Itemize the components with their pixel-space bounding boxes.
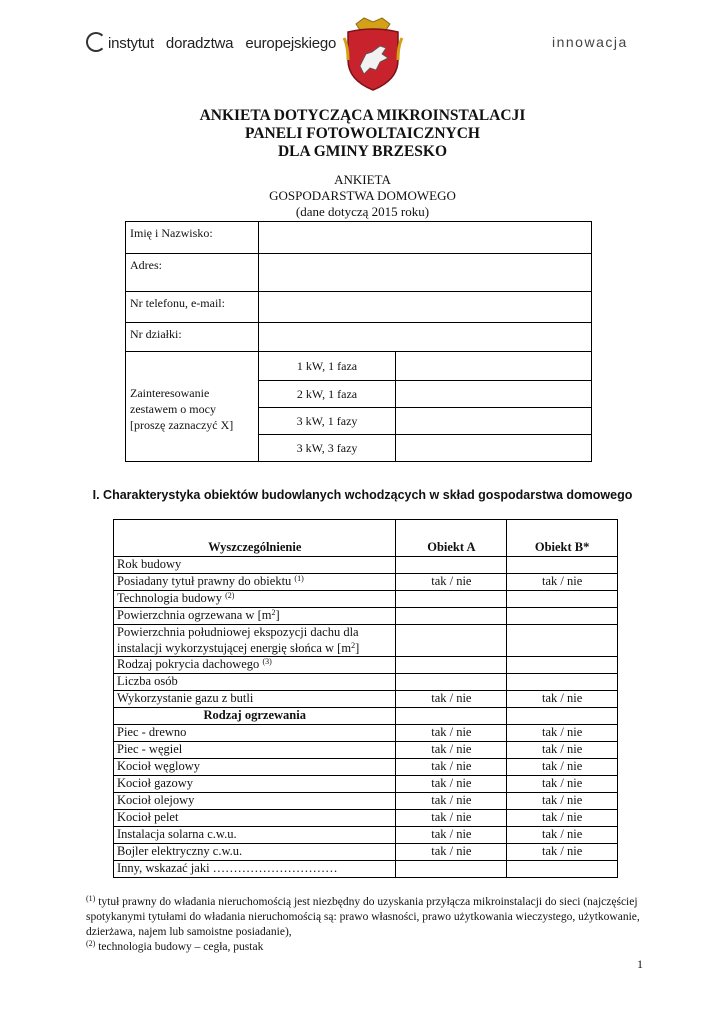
object-a-cell[interactable] bbox=[396, 625, 507, 657]
table-row bbox=[114, 657, 618, 674]
object-a-cell[interactable] bbox=[396, 591, 507, 608]
row-label bbox=[114, 827, 396, 844]
empty-cell bbox=[396, 708, 507, 725]
interest-label: Zainteresowanie zestawem o mocy [proszę zaznaczyć X] bbox=[126, 352, 259, 462]
object-b-cell[interactable]: tak / nie bbox=[507, 725, 618, 742]
superscript: 2 bbox=[271, 608, 276, 618]
row-label bbox=[114, 591, 396, 608]
label-suffix: ] bbox=[275, 608, 280, 623]
column-header: Obiekt B* bbox=[507, 520, 618, 557]
table-row bbox=[114, 793, 618, 810]
object-b-cell[interactable]: tak / nie bbox=[507, 759, 618, 776]
building-characteristics-table bbox=[113, 519, 618, 878]
table-row bbox=[114, 844, 618, 861]
power-option-checkbox[interactable] bbox=[396, 408, 592, 435]
object-a-cell[interactable]: tak / nie bbox=[396, 844, 507, 861]
innovation-label: innowacja bbox=[552, 34, 628, 50]
name-field[interactable] bbox=[259, 222, 592, 254]
personal-info-table bbox=[125, 221, 592, 462]
phone-field[interactable] bbox=[259, 292, 592, 323]
object-b-cell[interactable]: tak / nie bbox=[507, 742, 618, 759]
object-a-cell[interactable] bbox=[396, 608, 507, 625]
table-row bbox=[114, 861, 618, 878]
subtitle-line: (dane dotyczą 2015 roku) bbox=[295, 204, 430, 219]
object-b-cell[interactable]: tak / nie bbox=[507, 691, 618, 708]
object-a-cell[interactable]: tak / nie bbox=[396, 827, 507, 844]
row-label-text: Bojler elektryczny c.w.u. bbox=[117, 844, 243, 859]
row-label bbox=[114, 574, 396, 591]
table-row bbox=[114, 776, 618, 793]
row-label-text: Piec - węgiel bbox=[117, 742, 183, 757]
page-number: 1 bbox=[637, 957, 643, 971]
logo-circle-icon bbox=[86, 32, 106, 52]
superscript: (2) bbox=[225, 591, 235, 601]
heating-header: Rodzaj ogrzewania bbox=[114, 708, 396, 725]
table-row bbox=[114, 691, 618, 708]
title-line: PANELI FOTOWOLTAICZNYCH bbox=[245, 125, 480, 142]
table-row bbox=[114, 827, 618, 844]
row-label-text: Rodzaj pokrycia dachowego bbox=[117, 657, 263, 672]
row-label-text: Kocioł węglowy bbox=[117, 759, 200, 774]
row-label bbox=[114, 674, 396, 691]
row-label bbox=[114, 657, 396, 674]
object-a-cell[interactable] bbox=[396, 557, 507, 574]
section-title: I. Charakterystyka obiektów budowlanych wchodzących w skład gospodarstwa domowego bbox=[92, 488, 633, 502]
footnotes bbox=[86, 895, 646, 955]
address-label: Adres: bbox=[126, 254, 259, 292]
object-a-cell[interactable]: tak / nie bbox=[396, 742, 507, 759]
row-label bbox=[114, 725, 396, 742]
object-b-cell[interactable] bbox=[507, 625, 618, 657]
row-label bbox=[114, 810, 396, 827]
table-row bbox=[114, 608, 618, 625]
power-option-checkbox[interactable] bbox=[396, 435, 592, 462]
row-label bbox=[114, 793, 396, 810]
power-option-label: 3 kW, 1 fazy bbox=[259, 408, 396, 435]
table-row bbox=[114, 625, 618, 657]
logo-word: doradztwa bbox=[165, 35, 234, 52]
object-b-cell[interactable] bbox=[507, 608, 618, 625]
superscript: (1) bbox=[294, 574, 304, 584]
logo-word: europejskiego bbox=[245, 35, 337, 52]
object-b-cell[interactable]: tak / nie bbox=[507, 793, 618, 810]
footnote bbox=[86, 895, 646, 940]
phone-label: Nr telefonu, e-mail: bbox=[126, 292, 259, 323]
superscript: 2 bbox=[351, 640, 356, 650]
power-option-label: 3 kW, 3 fazy bbox=[259, 435, 396, 462]
label-suffix: ] bbox=[355, 640, 360, 655]
object-a-cell[interactable]: tak / nie bbox=[396, 793, 507, 810]
object-a-cell[interactable] bbox=[396, 674, 507, 691]
row-label-text: Powierzchnia południowej ekspozycji dachu dla instalacji wykorzystującej energię słońca w [m bbox=[117, 625, 359, 655]
row-label-text: Kocioł pelet bbox=[117, 810, 179, 825]
object-b-cell[interactable] bbox=[507, 674, 618, 691]
column-header: Wyszczególnienie bbox=[114, 520, 396, 557]
object-a-cell[interactable]: tak / nie bbox=[396, 759, 507, 776]
subtitle-line: ANKIETA bbox=[334, 172, 391, 187]
row-label-text: Kocioł gazowy bbox=[117, 776, 194, 791]
object-a-cell[interactable] bbox=[396, 657, 507, 674]
object-b-cell[interactable] bbox=[507, 557, 618, 574]
superscript: (3) bbox=[262, 657, 272, 667]
object-a-cell[interactable] bbox=[396, 861, 507, 878]
table-row bbox=[114, 674, 618, 691]
title-line: DLA GMINY BRZESKO bbox=[277, 143, 448, 160]
power-option-label: 1 kW, 1 faza bbox=[259, 352, 396, 381]
table-row bbox=[114, 742, 618, 759]
logo-word: instytut bbox=[108, 35, 154, 52]
row-label bbox=[114, 625, 396, 657]
row-label-text: Technologia budowy bbox=[117, 591, 226, 606]
table-row bbox=[114, 557, 618, 574]
table-row bbox=[114, 725, 618, 742]
row-label-text: Posiadany tytuł prawny do obiektu bbox=[117, 574, 295, 589]
object-b-cell[interactable]: tak / nie bbox=[507, 574, 618, 591]
table-row bbox=[114, 574, 618, 591]
object-a-cell[interactable]: tak / nie bbox=[396, 691, 507, 708]
row-label bbox=[114, 861, 396, 878]
object-a-cell[interactable]: tak / nie bbox=[396, 776, 507, 793]
title-line: ANKIETA DOTYCZĄCA MIKROINSTALACJI bbox=[199, 107, 526, 124]
table-row bbox=[114, 591, 618, 608]
institute-logo bbox=[86, 32, 348, 52]
object-a-cell[interactable]: tak / nie bbox=[396, 574, 507, 591]
subtitle-line: GOSPODARSTWA DOMOWEGO bbox=[269, 188, 456, 203]
power-option-label: 2 kW, 1 faza bbox=[259, 381, 396, 408]
power-option-checkbox[interactable] bbox=[396, 381, 592, 408]
row-label bbox=[114, 557, 396, 574]
row-label bbox=[114, 742, 396, 759]
row-label-text: Inny, wskazać jaki ………………………… bbox=[117, 861, 338, 876]
object-b-cell[interactable]: tak / nie bbox=[507, 844, 618, 861]
row-label bbox=[114, 776, 396, 793]
footnote-mark: (1) bbox=[86, 894, 96, 903]
row-label-text: Wykorzystanie gazu z butli bbox=[117, 691, 254, 706]
row-label-text: Kocioł olejowy bbox=[117, 793, 195, 808]
row-label bbox=[114, 608, 396, 625]
page-title bbox=[0, 107, 725, 161]
object-b-cell[interactable] bbox=[507, 591, 618, 608]
object-b-cell[interactable]: tak / nie bbox=[507, 776, 618, 793]
row-label bbox=[114, 691, 396, 708]
footnote-text: technologia budowy – cegła, pustak bbox=[95, 941, 264, 953]
object-b-cell[interactable] bbox=[507, 861, 618, 878]
empty-cell bbox=[507, 708, 618, 725]
row-label-text: Rok budowy bbox=[117, 557, 182, 572]
table-row bbox=[114, 759, 618, 776]
row-label-text: Liczba osób bbox=[117, 674, 178, 689]
table-row bbox=[114, 810, 618, 827]
subtitle bbox=[0, 172, 725, 220]
coat-of-arms-icon bbox=[342, 16, 404, 92]
object-a-cell[interactable]: tak / nie bbox=[396, 725, 507, 742]
footnote-text: tytuł prawny do władania nieruchomością jest niezbędny do uzyskania przyłącza mikroinstalacji do sieci (najczęściej spotykanymi tytułami do władania nieruchomością są: prawo własności, prawo użytkowania wieczystego, użytkowanie, dzierżawa, najem lub samoistne posiadanie), bbox=[86, 896, 640, 938]
name-label: Imię i Nazwisko: bbox=[126, 222, 259, 254]
plot-label: Nr działki: bbox=[126, 323, 259, 352]
plot-field[interactable] bbox=[259, 323, 592, 352]
object-b-cell[interactable]: tak / nie bbox=[507, 827, 618, 844]
object-b-cell[interactable]: tak / nie bbox=[507, 810, 618, 827]
row-label-text: Powierzchnia ogrzewana w [m bbox=[117, 608, 272, 623]
column-header: Obiekt A bbox=[396, 520, 507, 557]
power-option-checkbox[interactable] bbox=[396, 352, 592, 381]
footnote bbox=[86, 940, 646, 955]
object-a-cell[interactable]: tak / nie bbox=[396, 810, 507, 827]
row-label bbox=[114, 759, 396, 776]
address-field[interactable] bbox=[259, 254, 592, 292]
row-label-text: Piec - drewno bbox=[117, 725, 187, 740]
object-b-cell[interactable] bbox=[507, 657, 618, 674]
footnote-mark: (2) bbox=[86, 939, 96, 948]
row-label-text: Instalacja solarna c.w.u. bbox=[117, 827, 237, 842]
row-label bbox=[114, 844, 396, 861]
